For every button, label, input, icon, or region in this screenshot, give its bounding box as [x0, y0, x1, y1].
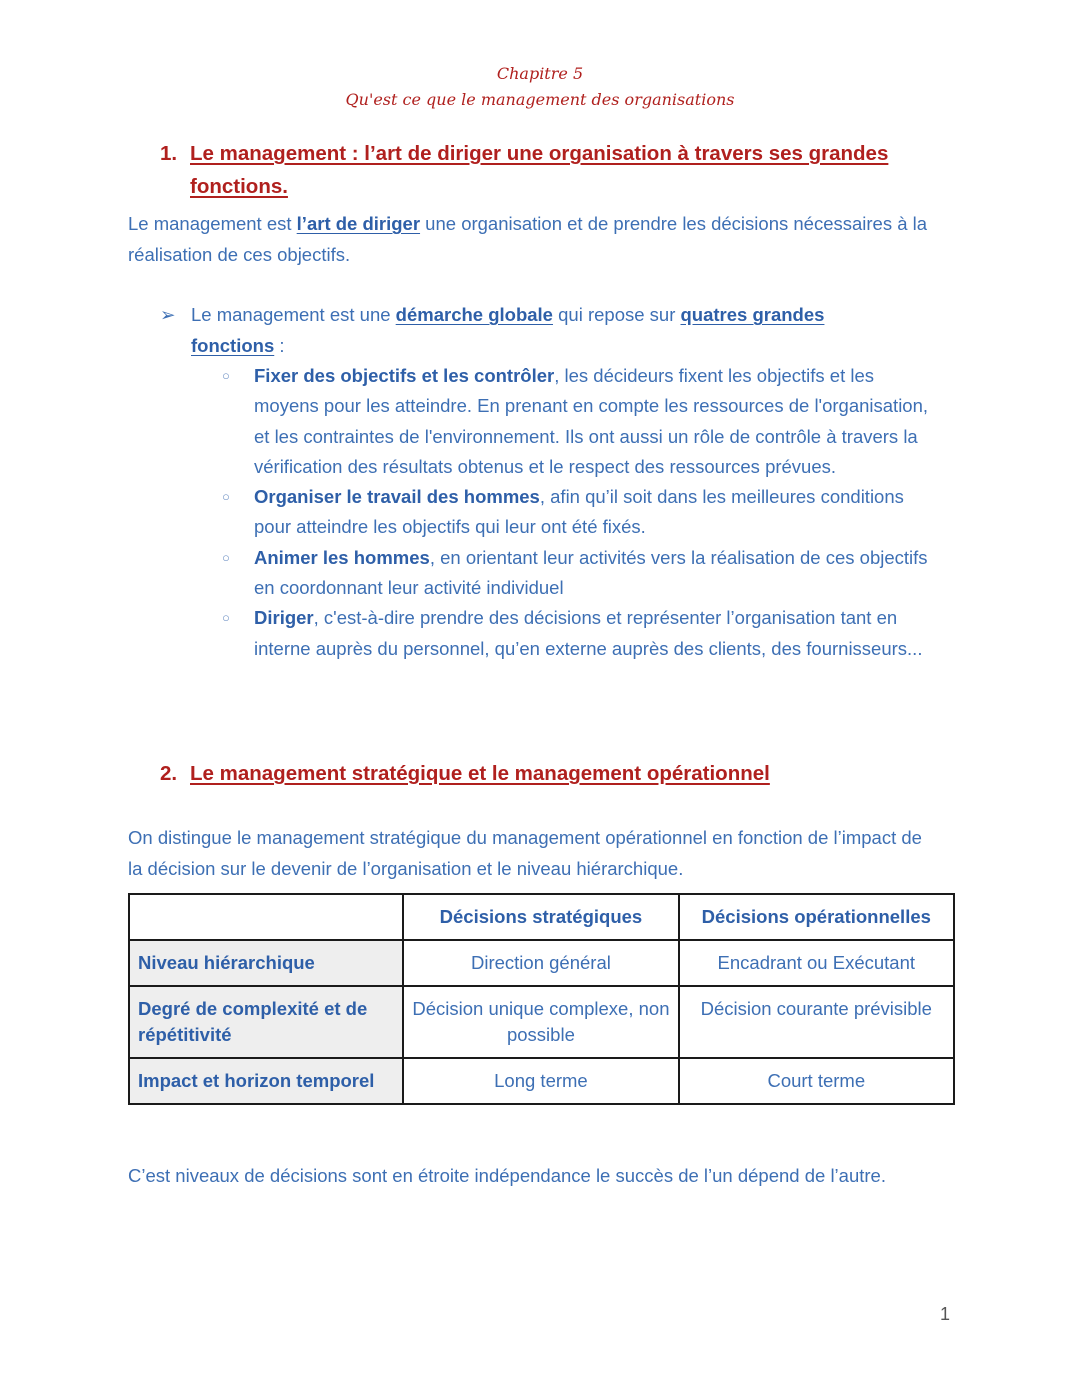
table-row	[129, 986, 954, 1058]
list-item-title: Fixer des objectifs et les contrôler	[254, 365, 555, 386]
list-item-title: Diriger	[254, 607, 314, 629]
arrow-text-a: Le management est une	[191, 304, 396, 325]
section2-intro: On distingue le management stratégique du management opérationnel en fonction de l’impact de la décision sur le devenir de l’organisation et le niveau hiérarchique.	[128, 827, 922, 879]
list-item-text: , afin qu’il soit dans les meilleures conditions pour atteindre les objectifs qui leur ont été fixés.	[254, 486, 904, 538]
circle-bullet-icon: ○	[222, 489, 230, 505]
table-corner-cell	[129, 894, 403, 940]
table-cell: Direction général	[403, 940, 678, 986]
table-header-row	[129, 894, 954, 940]
table-header-operational: Décisions opérationnelles	[679, 894, 954, 940]
table-row-label: Niveau hiérarchique	[129, 940, 403, 986]
table-row-label: Impact et horizon temporel	[129, 1058, 403, 1104]
chapter-number: Chapitre 5	[496, 64, 584, 83]
arrow-item-text	[191, 300, 900, 361]
arrow-bullet-icon: ➢	[160, 304, 176, 325]
list-item-title: Animer les hommes	[254, 546, 430, 568]
table-cell: Encadrant ou Exécutant	[679, 940, 954, 986]
section1-heading-line1: Le management : l’art de diriger une organisation à travers ses grandes	[190, 142, 889, 165]
list-item-title: Organiser le travail des hommes	[254, 486, 540, 508]
section2-heading-text: Le management stratégique et le management opérationnel	[190, 762, 770, 785]
intro-text-a: Le management est	[128, 213, 297, 234]
list-item	[222, 482, 942, 543]
table-header-strategic: Décisions stratégiques	[403, 894, 678, 940]
intro-highlight: l’art de diriger	[296, 213, 421, 234]
table-row	[129, 1058, 954, 1104]
arrow-highlight-1: démarche globale	[395, 304, 553, 325]
table-cell: Décision unique complexe, non possible	[403, 986, 678, 1058]
section2-conclusion: C’est niveaux de décisions sont en étroite indépendance le succès de l’un dépend de l’autre.	[128, 1165, 886, 1186]
section2-heading	[160, 757, 960, 790]
arrow-text-c: :	[274, 334, 285, 356]
table-cell: Décision courante prévisible	[679, 986, 954, 1058]
list-item-text: , les décideurs fixent les objectifs et les moyens pour les atteindre. En prenant en compte les ressources de l'organisation, et les contraintes de l'environnement. Ils ont aussi un rôle de contrôle à travers la vérification des résultats obtenus et le respect des ressources prévues.	[254, 365, 929, 477]
list-item	[222, 361, 942, 482]
list-item-text: , c'est-à-dire prendre des décisions et représenter l’organisation tant en interne auprès du personnel, qu’en externe auprès des clients, des fournisseurs...	[254, 607, 923, 659]
circle-bullet-icon: ○	[222, 610, 230, 626]
section1-heading-line2: fonctions.	[190, 175, 288, 198]
table-row	[129, 940, 954, 986]
chapter-title: Qu'est ce que le management des organisations	[345, 90, 735, 109]
section1-intro	[128, 209, 958, 270]
list-item	[222, 603, 942, 664]
list-item-text: , en orientant leur activités vers la réalisation de ces objectifs en coordonnant leur activité individuel	[254, 546, 928, 599]
page-number: 1	[940, 1304, 951, 1324]
arrow-list-item	[160, 300, 900, 361]
section2-number: 2.	[160, 762, 178, 785]
section1-number: 1.	[160, 142, 178, 165]
circle-bullet-icon: ○	[222, 368, 230, 383]
table-cell: Court terme	[679, 1058, 954, 1104]
arrow-highlight-2: quatres grandes fonctions	[191, 304, 825, 356]
function-list	[222, 361, 942, 664]
table-row-label: Degré de complexité et de répétitivité	[129, 986, 403, 1058]
arrow-text-b: qui repose sur	[552, 304, 681, 325]
intro-text-b: une organisation et de prendre les décisions nécessaires à la réalisation de ces objectifs.	[128, 213, 928, 265]
section1-heading	[160, 137, 960, 203]
table-cell: Long terme	[403, 1058, 678, 1104]
circle-bullet-icon: ○	[222, 549, 230, 565]
list-item	[222, 543, 942, 604]
decisions-table	[128, 893, 955, 1105]
